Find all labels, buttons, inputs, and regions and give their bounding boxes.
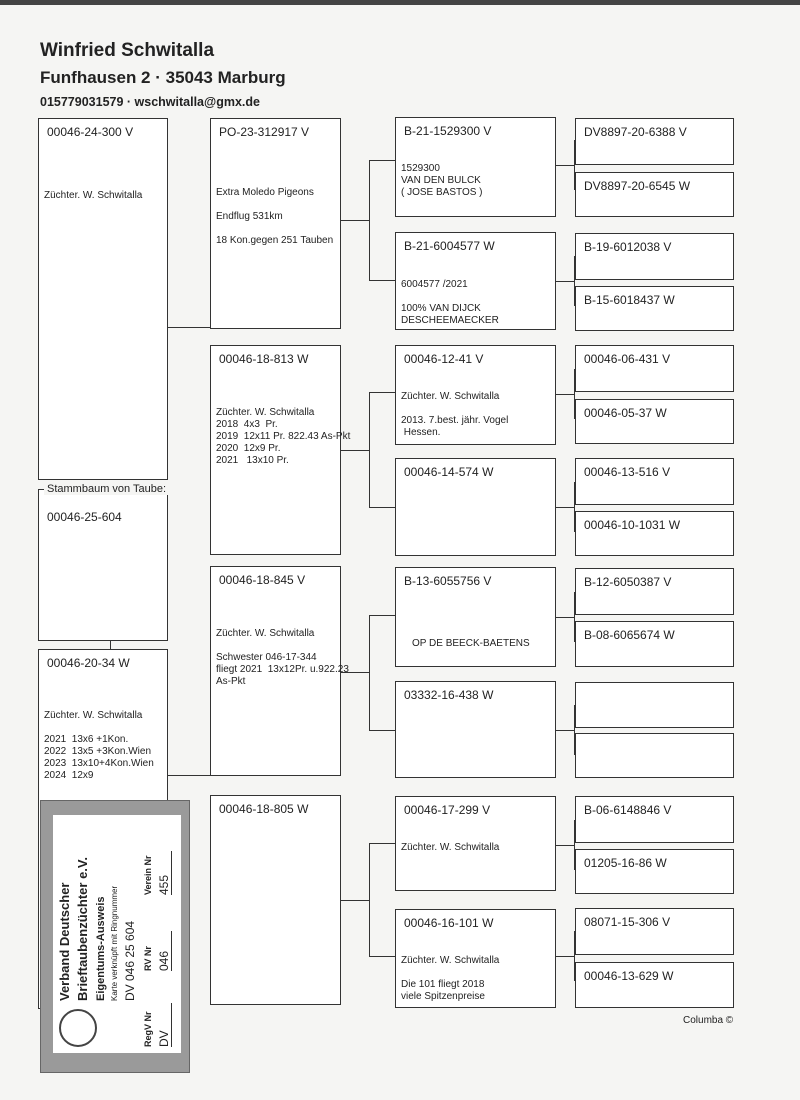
pigeon-ring-number: 00046-17-299 V (404, 803, 491, 817)
connector-line (369, 956, 396, 957)
pedigree-subject-card[interactable] (38, 489, 168, 641)
connector-line (341, 220, 370, 221)
connector-line (556, 730, 575, 731)
pedigree-ancestor-card[interactable] (575, 621, 734, 667)
pigeon-ring-number: DV8897-20-6545 W (584, 179, 691, 193)
pedigree-ancestor-card[interactable] (575, 511, 734, 556)
connector-line (369, 507, 396, 508)
pedigree-ancestor-card[interactable] (575, 796, 734, 843)
pedigree-grandparent-card[interactable] (210, 566, 349, 776)
card-title: Eigentums-Ausweis (95, 896, 107, 1001)
pigeon-notes: 6004577 /2021 100% VAN DIJCK DESCHEEMAECKER (401, 279, 499, 326)
connector-line (168, 327, 211, 328)
connector-line (369, 392, 396, 393)
pedigree-ancestor-card[interactable] (575, 399, 734, 444)
stammbaum-label: Stammbaum von Taube: (44, 483, 169, 495)
pigeon-notes: Züchter. W. Schwitalla 2018 4x3 Pr. 2019 12x11 Pr. 822.43 As-Pkt 2020 12x9 Pr. 2021 13x10 Pr. (216, 407, 351, 466)
connector-line (341, 900, 370, 901)
pigeon-ring-number: 08071-15-306 V (584, 915, 671, 929)
pedigree-ancestor-card[interactable] (575, 345, 734, 392)
pigeon-notes: Züchter. W. Schwitalla (401, 842, 500, 853)
card-verein-value: 455 (157, 851, 172, 895)
pigeon-ring-number: DV8897-20-6388 V (584, 125, 687, 139)
connector-line (168, 775, 211, 776)
pigeon-ring-number: PO-23-312917 V (219, 125, 310, 139)
pigeon-ring-number: 00046-13-516 V (584, 465, 671, 479)
pigeon-ring-number: 00046-20-34 W (47, 656, 130, 670)
pedigree-ancestor-card[interactable] (575, 286, 734, 331)
connector-line (110, 640, 111, 649)
connector-line (556, 394, 575, 395)
pigeon-notes: Züchter. W. Schwitalla 2021 13x6 +1Kon. 2022 13x5 +3Kon.Wien 2023 13x10+4Kon.Wien 2024 12x9 (44, 710, 154, 781)
card-verein-label: Verein Nr (143, 855, 153, 895)
pigeon-ring-number: 00046-18-813 W (219, 352, 309, 366)
pedigree-ancestor-card[interactable] (575, 908, 734, 955)
connector-line (556, 165, 575, 166)
pedigree-ancestor-card[interactable] (575, 458, 734, 505)
breeder-name: Winfried Schwitalla (40, 40, 215, 61)
pedigree-ancestor-card[interactable] (575, 849, 734, 894)
pigeon-notes: OP DE BEECK-BAETENS (412, 638, 530, 649)
pedigree-great-grandparent-card[interactable] (395, 458, 556, 556)
pedigree-great-grandparent-card[interactable] (395, 345, 556, 445)
pigeon-ring-number: 01205-16-86 W (584, 856, 667, 870)
connector-line (369, 730, 396, 731)
connector-line (369, 280, 396, 281)
pedigree-ancestor-card[interactable] (575, 172, 734, 217)
pedigree-great-grandparent-card[interactable] (395, 909, 556, 1008)
pigeon-ring-number: B-12-6050387 V (584, 575, 672, 589)
pedigree-grandparent-card[interactable] (210, 345, 351, 555)
pigeon-ring-number: B-15-6018437 W (584, 293, 675, 307)
pigeon-ring-number: B-13-6055756 V (404, 574, 492, 588)
connector-line (369, 615, 396, 616)
pedigree-great-grandparent-card[interactable] (395, 796, 556, 891)
connector-line (556, 956, 575, 957)
card-subtitle: Karte verknüpft mit Ringnummer (110, 885, 119, 1001)
pedigree-ancestor-card[interactable] (575, 733, 734, 778)
connector-line (369, 843, 396, 844)
pigeon-ring-number: B-21-1529300 V (404, 124, 492, 138)
pigeon-ring-number: 03332-16-438 W (404, 688, 494, 702)
pedigree-great-grandparent-card[interactable] (395, 567, 556, 667)
pigeon-ring-number: 00046-24-300 V (47, 125, 134, 139)
pedigree-great-grandparent-card[interactable] (395, 232, 556, 330)
pedigree-great-grandparent-card[interactable] (395, 117, 556, 217)
ownership-card-body (53, 815, 181, 1053)
pedigree-grandparent-card[interactable] (210, 118, 341, 329)
pigeon-ring-number: 00046-14-574 W (404, 465, 494, 479)
pedigree-ancestor-card[interactable] (575, 962, 734, 1008)
card-regv-value: DV (157, 1003, 172, 1047)
pigeon-ring-number: B-08-6065674 W (584, 628, 675, 642)
pigeon-notes: Züchter. W. Schwitalla Die 101 fliegt 2018 viele Spitzenpreise (401, 955, 500, 1002)
footer-copyright: Columba © (683, 1015, 734, 1026)
pigeon-ring-number: 00046-10-1031 W (584, 518, 681, 532)
pedigree-father-card[interactable] (38, 118, 168, 480)
connector-line (369, 160, 396, 161)
association-logo-icon (59, 1009, 97, 1047)
pedigree-grandparent-card[interactable] (210, 795, 341, 1005)
pigeon-ring-number: B-21-6004577 W (404, 239, 495, 253)
pedigree-ancestor-card[interactable] (575, 233, 734, 280)
card-org-line1: Verband Deutscher (57, 882, 72, 1001)
pedigree-great-grandparent-card[interactable] (395, 681, 556, 778)
connector-line (556, 507, 575, 508)
breeder-address: Funfhausen 2 · 35043 Marburg (40, 68, 286, 87)
pigeon-ring-number: 00046-18-805 W (219, 802, 309, 816)
subject-ring-number: 00046-25-604 (47, 510, 122, 524)
pedigree-ancestor-card[interactable] (575, 568, 734, 615)
breeder-contact: 015779031579 · wschwitalla@gmx.de (40, 95, 260, 109)
card-regv-label: RegV Nr (143, 1011, 153, 1047)
pigeon-notes: Züchter. W. Schwitalla 2013. 7.best. jähr. Vogel Hessen. (401, 391, 509, 438)
ownership-card (40, 800, 190, 1073)
card-rv-value: 046 (157, 931, 172, 971)
card-rv-label: RV Nr (143, 946, 153, 971)
connector-line (556, 281, 575, 282)
pigeon-ring-number: 00046-05-37 W (584, 406, 667, 420)
pigeon-ring-number: B-19-6012038 V (584, 240, 672, 254)
pigeon-ring-number: 00046-13-629 W (584, 969, 674, 983)
pigeon-notes: Züchter. W. Schwitalla (44, 190, 143, 201)
pigeon-ring-number: 00046-18-845 V (219, 573, 306, 587)
pedigree-ancestor-card[interactable] (575, 118, 734, 165)
pedigree-ancestor-card[interactable] (575, 682, 734, 728)
pigeon-ring-number: 00046-12-41 V (404, 352, 484, 366)
pigeon-ring-number: 00046-16-101 W (404, 916, 494, 930)
pigeon-ring-number: B-06-6148846 V (584, 803, 672, 817)
pigeon-ring-number: 00046-06-431 V (584, 352, 671, 366)
card-org-line2: Brieftaubenzüchter e.V. (75, 856, 90, 1001)
pigeon-notes: 1529300 VAN DEN BULCK ( JOSE BASTOS ) (401, 163, 483, 198)
connector-line (556, 617, 575, 618)
page-top-border (0, 0, 800, 5)
connector-line (556, 845, 575, 846)
pigeon-notes: Züchter. W. Schwitalla Schwester 046-17-344 fliegt 2021 13x12Pr. u.922.23 As-Pkt (216, 628, 349, 687)
card-ring-number: DV 046 25 604 (123, 920, 137, 1001)
pigeon-notes: Extra Moledo Pigeons Endflug 531km 18 Kon.gegen 251 Tauben (216, 187, 334, 246)
